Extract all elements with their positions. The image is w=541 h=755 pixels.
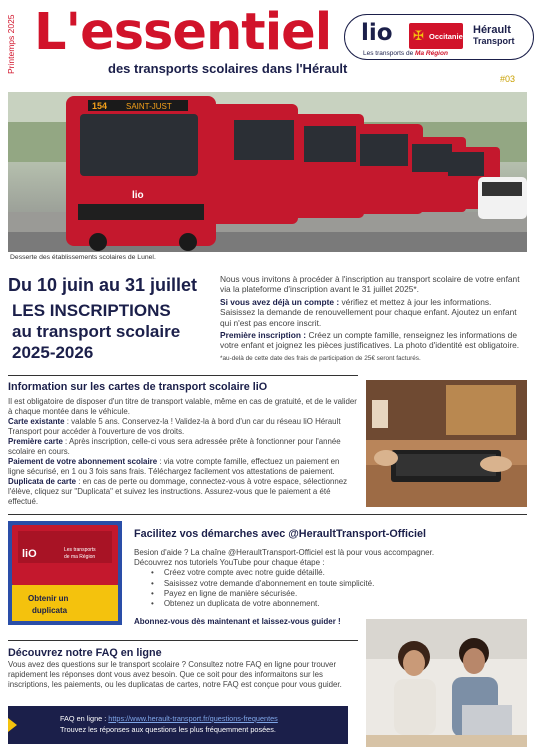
couple-computer-photo — [366, 619, 527, 747]
section-divider — [8, 375, 358, 376]
bus-route-number: 154 — [92, 101, 108, 111]
tile-caption-1: Obtenir un — [28, 594, 69, 603]
youtube-heading: Facilitez vos démarches avec @HeraultTransport-Officiel — [134, 528, 426, 540]
list-item: • Saisissez votre demande d'abonnement en toute simplicité. — [151, 579, 464, 589]
youtube-steps-list — [151, 568, 464, 609]
lio-logo: lio — [361, 20, 393, 46]
newsletter-subtitle: des transports scolaires dans l'Hérault — [108, 61, 348, 76]
registration-dates: Du 10 juin au 31 juillet — [8, 275, 198, 295]
faq-link-description: Trouvez les réponses aux questions les plus fréquemment posées. — [60, 725, 276, 734]
laptop-photo — [366, 380, 527, 507]
tile-caption-2: duplicata — [32, 606, 68, 615]
lio-tagline: Les transports de Ma Région — [363, 50, 448, 57]
registration-first-signup: Première inscription : Créez un compte famille, renseignez les informations de votre enfant et joignez les pièces justificatives. La photo d'identité est obligatoire. — [220, 330, 520, 351]
registration-heading: LES INSCRIPTIONS au transport scolaire 2025-2026 — [12, 301, 181, 362]
cards-heading: Information sur les cartes de transport scolaire liO — [8, 381, 268, 393]
partner-logos — [344, 14, 534, 60]
issue-number: #03 — [500, 74, 516, 84]
hero-caption: Desserte des établissements scolaires de Lunel. — [10, 254, 156, 261]
faq-link-label: FAQ en ligne : — [60, 714, 107, 723]
newsletter-title: L'essentiel — [34, 3, 332, 62]
season-label: Printemps 2025 — [6, 14, 16, 74]
faq-link[interactable]: https://www.herault-transport.fr/questions-frequentes — [108, 714, 278, 723]
section-divider — [8, 640, 358, 641]
list-item: • Obtenez un duplicata de votre abonnement. — [151, 599, 464, 609]
hero-photo-buses — [8, 92, 527, 252]
subscribe-call-to-action: Abonnez-vous dès maintenant et laissez-vous guider ! — [134, 617, 341, 626]
herault-transport-logo: Hérault Transport — [473, 24, 515, 46]
tile-tagline-1: Les transports — [64, 547, 96, 553]
registration-fee-note: *au-delà de cette date des frais de participation de 25€ seront facturés. — [220, 354, 421, 362]
youtube-body: Besion d'aide ? La chaîne @HeraultTransport-Officiel est là pour vous accompagner. Découvrez nos tutoriels YouTube pour chaque étape : • Créez votre compte avec notre guide détaillé. • Saisissez votre demande d'abonnement en toute simplicité. • Payez en ligne de manière sécurisée. • Obtenez un duplicata de votre abonnement. — [134, 548, 464, 609]
tile-lio-logo: liO — [22, 548, 37, 560]
bus-destination: SAINT-JUST — [126, 102, 172, 111]
registration-intro: Nous vous invitons à procéder à l'inscription au transport scolaire de votre enfant via la plateforme d'inscription avant le 31 juillet 2025*. — [220, 274, 520, 295]
faq-link-banner — [8, 706, 348, 744]
masthead — [0, 0, 541, 90]
cards-body: Il est obligatoire de disposer d'un titre de transport valable, même en cas de gratuité, et de le valider à chaque montée dans le véhicule. Carte existante : valable 5 ans. Conservez-la ! Validez-la à bord d'un car du réseau liO Hérault Transport pour accéder à l'ouverture de vos droits. Première carte : Après inscription, celle-ci vous sera adressée prête à fonctionner pour l'année scolaire en cours. Paiement de votre abonnement scolaire : via votre compte famille, effectuez un paiement en ligne sécurisé, en 1 ou 3 fois sans frais. Téléchargez facilement vos attestations de paiement. Duplicata de carte : en cas de perte ou dommage, connectez-vous à votre espace, sélectionnez l'élève, cliquez sur "Duplicata" et suivez les instructions. Assurez-vous que le paiement a été effectué. — [8, 397, 357, 506]
occitan-cross-icon: ✠ — [413, 28, 424, 43]
bus-lio-mark: lio — [132, 190, 144, 201]
registration-body — [220, 274, 526, 366]
registration-existing-account: Si vous avez déjà un compte : vérifiez et mettez à jour les informations. Saisissez la demande de renouvellement pour chaque enfant. Ajoutez un enfant qui n'est pas encore inscrit. — [220, 296, 517, 328]
section-divider — [8, 514, 527, 515]
buses-illustration — [8, 92, 527, 252]
faq-body: Vous avez des questions sur le transport scolaire ? Consultez notre FAQ en ligne pour trouver rapidement les réponses dont vous avez besoin. Que ce soit pour des informaitons sur les inscriptions, les paiements, ou les duplicatas de cartes, notre FAQ est conçue pour vous guider. — [8, 660, 342, 689]
faq-heading: Découvrez notre FAQ en ligne — [8, 647, 162, 659]
duplicata-video-tile[interactable] — [8, 521, 122, 625]
list-item: • Créez votre compte avec notre guide détaillé. — [151, 568, 464, 578]
occitanie-logo: ✠ Occitanie — [409, 23, 463, 49]
arrow-right-icon — [8, 718, 17, 732]
tile-tagline-2: de ma Région — [64, 554, 96, 560]
list-item: • Payez en ligne de manière sécurisée. — [151, 589, 464, 599]
